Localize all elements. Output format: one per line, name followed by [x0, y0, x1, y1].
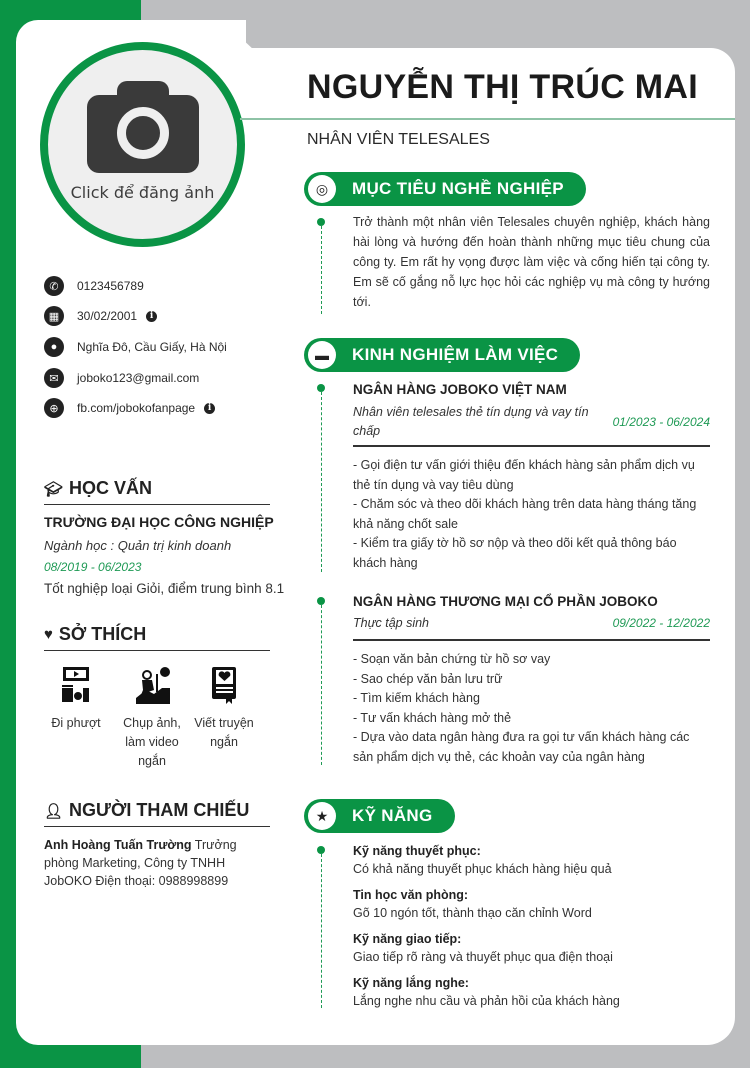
- skill-desc: Có khả năng thuyết phục khách hàng hiệu quả: [353, 862, 612, 876]
- objective-text[interactable]: Trở thành một nhân viên Telesales chuyên nghiệp, khách hàng hài lòng và hướng đến hoàn thành những mục tiêu chung của công ty. Em rất hy vọng được làm việc và cống hiến tại công ty. Em sẽ cố gắng nỗ lực học hỏi các nghiệp vụ mà công ty hướng tới.: [353, 215, 710, 309]
- job-duty: - Soạn văn bản chứng từ hồ sơ vay: [353, 652, 551, 666]
- info-icon[interactable]: i: [146, 311, 157, 322]
- hobby-label: Chụp ảnh, làm video ngắn: [123, 716, 181, 768]
- job-divider: [353, 445, 710, 447]
- skill-name: Kỹ năng lắng nghe:: [353, 976, 469, 990]
- reference-heading-label: NGƯỜI THAM CHIẾU: [69, 800, 250, 820]
- skill-desc: Lắng nghe nhu cầu và phản hồi của khách hàng: [353, 994, 620, 1008]
- timeline-line: [321, 605, 322, 765]
- job-company[interactable]: NGÂN HÀNG THƯƠNG MẠI CỔ PHẦN JOBOKO: [353, 594, 658, 609]
- camera-icon: [87, 81, 199, 173]
- contact-address[interactable]: [44, 337, 227, 357]
- job-dates[interactable]: 09/2022 - 12/2022: [612, 616, 710, 630]
- hiker-icon: [118, 664, 186, 706]
- skill-desc: Gõ 10 ngón tốt, thành thạo căn chỉnh Word: [353, 906, 592, 920]
- reference-heading: [44, 800, 270, 827]
- contact-website[interactable]: [44, 398, 215, 418]
- contact-birthday[interactable]: [44, 306, 157, 326]
- target-icon: ◎: [308, 175, 336, 203]
- job-dates[interactable]: 01/2023 - 06/2024: [612, 415, 710, 429]
- job-duty: - Kiểm tra giấy tờ hồ sơ nộp và theo dõi kết quả thông báo khách hàng: [353, 536, 677, 570]
- book-heart-icon: [190, 664, 258, 706]
- hobby-label: Viết truyện ngắn: [194, 716, 254, 749]
- job-company[interactable]: NGÂN HÀNG JOBOKO VIỆT NAM: [353, 382, 567, 397]
- job-duties[interactable]: [353, 650, 710, 767]
- skill-item[interactable]: [353, 930, 613, 966]
- skills-heading-label: KỸ NĂNG: [352, 806, 433, 825]
- job-role[interactable]: Nhân viên telesales thẻ tín dụng và vay tín chấp: [353, 405, 589, 438]
- avatar-upload[interactable]: [40, 42, 245, 247]
- birthday-value: 30/02/2001: [77, 309, 138, 323]
- movie-snacks-icon: [42, 664, 110, 706]
- website-value: fb.com/jobokofanpage: [77, 401, 196, 415]
- hobby-label: Đi phượt: [51, 716, 101, 730]
- experience-heading-label: KINH NGHIỆM LÀM VIỆC: [352, 345, 559, 364]
- reference-details[interactable]: [44, 836, 274, 890]
- contact-email[interactable]: [44, 368, 199, 388]
- info-icon[interactable]: i: [204, 403, 215, 414]
- job-title[interactable]: NHÂN VIÊN TELESALES: [307, 131, 490, 148]
- job-role[interactable]: Thực tập sinh: [353, 616, 430, 630]
- job-duty: - Dựa vào data ngân hàng đưa ra gọi tư vấn khách hàng các sản phẩm dịch vụ thẻ, các khoản vay của ngân hàng: [353, 730, 690, 764]
- job-divider: [353, 639, 710, 641]
- timeline-dot: [317, 597, 325, 605]
- skill-item[interactable]: [353, 842, 612, 878]
- star-icon: ★: [308, 802, 336, 830]
- timeline-dot: [317, 846, 325, 854]
- email-value: joboko123@gmail.com: [77, 371, 200, 385]
- hobby-item[interactable]: [118, 664, 186, 771]
- education-major[interactable]: Ngành học : Quản trị kinh doanh: [44, 538, 232, 553]
- address-value: Nghĩa Đô, Cầu Giấy, Hà Nội: [77, 340, 227, 354]
- reference-name: Anh Hoàng Tuấn Trường: [44, 838, 192, 852]
- skill-name: Kỹ năng thuyết phục:: [353, 844, 481, 858]
- job-duty: - Gọi điện tư vấn giới thiệu đến khách hàng sản phẩm dịch vụ thẻ tín dụng và vay tiêu dùng: [353, 458, 695, 492]
- globe-icon: ⊕: [44, 398, 64, 418]
- job-duty: - Tìm kiếm khách hàng: [353, 691, 480, 705]
- skill-name: Kỹ năng giao tiếp:: [353, 932, 462, 946]
- education-heading: [44, 478, 270, 505]
- job-duty: - Chăm sóc và theo dõi khách hàng trên data hàng tháng tăng khả năng chốt sale: [353, 497, 697, 531]
- experience-heading: [304, 338, 580, 372]
- skills-heading: [304, 799, 455, 833]
- briefcase-icon: ▬: [308, 341, 336, 369]
- timeline-line: [321, 226, 322, 314]
- graduation-cap-icon: 🎓︎: [44, 480, 64, 498]
- education-school[interactable]: TRƯỜNG ĐẠI HỌC CÔNG NGHIỆP: [44, 514, 274, 530]
- objective-heading-label: MỤC TIÊU NGHỀ NGHIỆP: [352, 179, 564, 198]
- reference-info: Trưởng phòng Marketing, Công ty TNHH JobOKO Điện thoại: 0988998899: [44, 838, 237, 888]
- hobby-item[interactable]: [42, 664, 110, 733]
- contact-phone[interactable]: [44, 276, 144, 296]
- job-duties[interactable]: [353, 456, 710, 573]
- skill-name: Tin học văn phòng:: [353, 888, 469, 902]
- name-divider: [240, 118, 735, 120]
- timeline-line: [321, 854, 322, 1008]
- education-note[interactable]: Tốt nghiệp loại Giỏi, điểm trung bình 8.1: [44, 581, 285, 596]
- user-icon: 👤︎: [44, 802, 64, 820]
- birthday-cake-icon: ▦: [44, 306, 64, 326]
- job-duty: - Sao chép văn bản lưu trữ: [353, 671, 503, 686]
- skill-desc: Giao tiếp rõ ràng và thuyết phục qua điện thoại: [353, 950, 613, 964]
- full-name[interactable]: NGUYỄN THỊ TRÚC MAI: [307, 68, 699, 106]
- timeline-dot: [317, 218, 325, 226]
- skill-item[interactable]: [353, 886, 592, 922]
- objective-heading: [304, 172, 586, 206]
- hobbies-heading-label: SỞ THÍCH: [58, 624, 147, 644]
- timeline-dot: [317, 384, 325, 392]
- hobby-item[interactable]: [190, 664, 258, 752]
- heart-icon: ♥: [44, 626, 53, 643]
- job-duty: - Tư vấn khách hàng mở thẻ: [353, 710, 512, 725]
- phone-icon: ✆: [44, 276, 64, 296]
- hobbies-heading: [44, 624, 270, 651]
- timeline-line: [321, 392, 322, 572]
- education-heading-label: HỌC VẤN: [69, 478, 153, 498]
- envelope-icon: ✉: [44, 368, 64, 388]
- skill-item[interactable]: [353, 974, 620, 1010]
- education-dates[interactable]: 08/2019 - 06/2023: [44, 560, 142, 574]
- phone-value: 0123456789: [77, 279, 144, 293]
- avatar-upload-label: Click để đăng ảnh: [70, 183, 215, 202]
- map-pin-icon: ●: [44, 337, 64, 357]
